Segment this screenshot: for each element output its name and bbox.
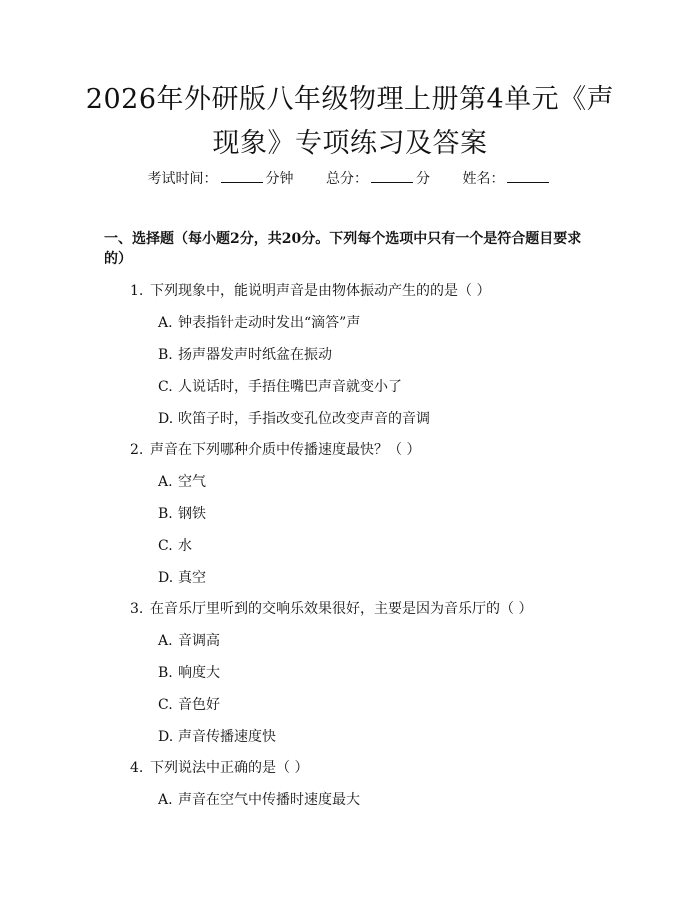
option-letter: B. [158,347,173,363]
question-number: 3. [130,601,144,617]
option-text: 水 [178,538,192,554]
question-number: 4. [130,760,144,776]
exam-info [0,168,700,189]
title-line-1: 2026年外研版八年级物理上册第4单元《声 [85,84,615,115]
total-score-blank [371,168,413,183]
question-1 [130,281,610,301]
option-letter: C. [158,538,173,554]
option-text: 扬声器发声时纸盆在振动 [178,347,332,363]
total-score-field [326,168,430,189]
question-3-option-d [158,727,598,747]
question-2-option-a [158,472,598,492]
document-title [80,78,620,166]
question-text: 在音乐厅里听到的交响乐效果很好，主要是因为音乐厅的（ ） [150,601,533,617]
student-name-blank [507,168,549,183]
question-2-option-c [158,536,598,556]
student-name-label: 姓名： [462,171,505,187]
exam-time-unit: 分钟 [265,171,294,187]
option-text: 真空 [178,570,206,586]
section-heading [104,229,604,269]
option-letter: A. [158,633,173,649]
student-name-field [462,168,552,189]
section-heading-line-2: 的） [104,251,132,267]
option-text: 声音传播速度快 [178,729,276,745]
option-letter: A. [158,315,173,331]
question-3-option-c [158,695,598,715]
question-text: 下列说法中正确的是（ ） [150,760,309,776]
exam-time-field [148,168,294,189]
option-text: 空气 [178,474,206,490]
option-letter: C. [158,379,173,395]
question-text: 声音在下列哪种介质中传播速度最快？（ ） [150,442,421,458]
option-text: 响度大 [178,665,220,681]
exam-time-blank [221,168,263,183]
title-line-2: 现象》专项练习及答案 [212,128,488,159]
question-2-option-d [158,568,598,588]
question-number: 2. [130,442,144,458]
option-letter: A. [158,792,173,808]
question-3 [130,599,610,619]
option-text: 钟表指针走动时发出“滴答”声 [178,315,361,331]
option-text: 音色好 [178,697,220,713]
option-letter: D. [158,411,174,427]
question-text: 下列现象中，能说明声音是由物体振动产生的的是（ ） [150,283,491,299]
option-letter: B. [158,506,173,522]
total-score-label: 总分： [326,171,368,187]
question-1-option-a [158,313,598,333]
exam-time-label: 考试时间： [147,171,218,187]
question-4-option-a [158,790,598,810]
option-letter: D. [158,570,174,586]
section-heading-line-1: 一、选择题（每小题2分，共20分。下列每个选项中只有一个是符合题目要求 [104,231,582,247]
question-2 [130,440,610,460]
total-score-unit: 分 [416,171,430,187]
question-1-option-d [158,409,598,429]
option-text: 音调高 [178,633,220,649]
option-letter: D. [158,729,174,745]
option-text: 钢铁 [178,506,206,522]
question-number: 1. [130,283,144,299]
question-4 [130,758,610,778]
question-3-option-b [158,663,598,683]
question-3-option-a [158,631,598,651]
option-letter: A. [158,474,173,490]
option-letter: B. [158,665,173,681]
option-letter: C. [158,697,173,713]
option-text: 声音在空气中传播时速度最大 [178,792,360,808]
option-text: 人说话时，手捂住嘴巴声音就变小了 [178,379,402,395]
option-text: 吹笛子时，手指改变孔位改变声音的音调 [178,411,430,427]
question-2-option-b [158,504,598,524]
question-1-option-c [158,377,598,397]
question-1-option-b [158,345,598,365]
